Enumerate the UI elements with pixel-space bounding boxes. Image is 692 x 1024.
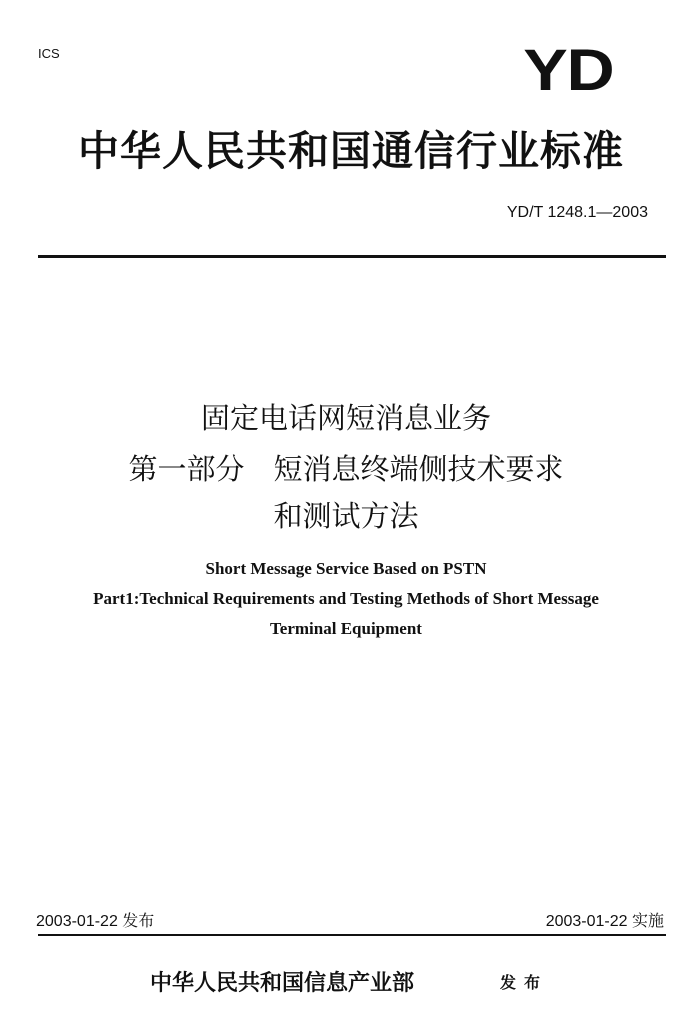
- ics-label: ICS: [38, 46, 60, 61]
- publish-label: 发布: [500, 973, 549, 992]
- bottom-divider: [38, 934, 666, 936]
- english-title-line-3: Terminal Equipment: [270, 619, 422, 638]
- english-title-line-2: Part1:Technical Requirements and Testing Methods of Short Message: [93, 589, 599, 608]
- top-divider: [38, 255, 666, 258]
- issue-date: 2003-01-22 发布: [36, 913, 155, 930]
- publisher-name: 中华人民共和国信息产业部: [150, 971, 415, 996]
- standard-number: YD/T 1248.1—2003: [506, 204, 648, 221]
- chinese-title-line-2: 第一部分 短消息终端侧技术要求: [128, 452, 564, 486]
- implementation-date: 2003-01-22 实施: [545, 913, 664, 930]
- chinese-title-line-3: 和测试方法: [273, 499, 419, 533]
- english-title-line-1: Short Message Service Based on PSTN: [205, 559, 487, 578]
- yd-logo: YD: [523, 38, 614, 103]
- standard-category-title: 中华人民共和国通信行业标准: [78, 127, 624, 175]
- chinese-title-line-1: 固定电话网短消息业务: [200, 401, 491, 435]
